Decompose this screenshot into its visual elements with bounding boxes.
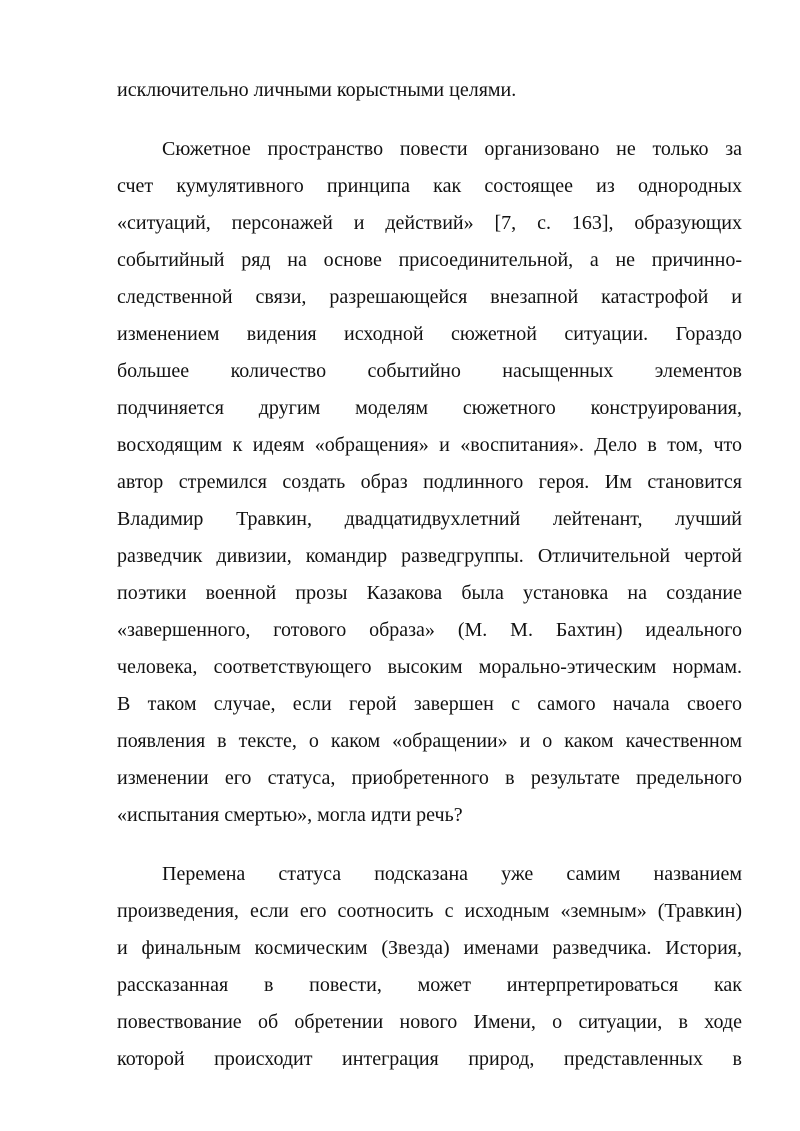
text-line: разведчик дивизии, командир разведгруппы. Отличительной чертой — [117, 545, 742, 567]
text-line: рассказанная в повести, может интерпретироваться как — [117, 974, 742, 996]
text-line: следственной связи, разрешающейся внезапной катастрофой и — [117, 286, 742, 308]
text-line: «испытания смертью», могла идти речь? — [117, 804, 463, 826]
text-line: произведения, если его соотносить с исходным «земным» (Травкин) — [117, 900, 742, 922]
text-line: Перемена статуса подсказана уже самим названием — [162, 863, 742, 885]
text-line: исключительно личными корыстными целями. — [117, 79, 517, 101]
text-line: подчиняется другим моделям сюжетного конструирования, — [117, 397, 742, 419]
text-line: восходящим к идеям «обращения» и «воспитания». Дело в том, что — [117, 434, 742, 456]
text-line: «ситуаций, персонажей и действий» [7, с. 163], образующих — [117, 212, 742, 234]
text-line: автор стремился создать образ подлинного героя. Им становится — [117, 471, 742, 493]
text-line: «завершенного, готового образа» (М. М. Бахтин) идеального — [117, 619, 742, 641]
document-body — [117, 72, 742, 1078]
text-line: событийный ряд на основе присоединительной, а не причинно- — [117, 249, 742, 271]
paragraph-2 — [117, 131, 742, 834]
paragraph-gap — [117, 834, 742, 856]
text-line: Сюжетное пространство повести организовано не только за — [162, 138, 742, 160]
text-line: которой происходит интеграция природ, представленных в — [117, 1048, 742, 1070]
text-line: изменении его статуса, приобретенного в результате предельного — [117, 767, 742, 789]
text-line: изменением видения исходной сюжетной ситуации. Гораздо — [117, 323, 742, 345]
text-line: человека, соответствующего высоким морально-этическим нормам. — [117, 656, 742, 678]
text-line: поэтики военной прозы Казакова была установка на создание — [117, 582, 742, 604]
text-line: и финальным космическим (Звезда) именами разведчика. История, — [117, 937, 742, 959]
text-line: появления в тексте, о каком «обращении» и о каком качественном — [117, 730, 742, 752]
text-line: повествование об обретении нового Имени, о ситуации, в ходе — [117, 1011, 742, 1033]
paragraph-1 — [117, 72, 742, 109]
paragraph-gap — [117, 109, 742, 131]
text-line: счет кумулятивного принципа как состоящее из однородных — [117, 175, 742, 197]
text-line: большее количество событийно насыщенных элементов — [117, 360, 742, 382]
paragraph-3 — [117, 856, 742, 1078]
text-line: Владимир Травкин, двадцатидвухлетний лейтенант, лучший — [117, 508, 742, 530]
text-line: В таком случае, если герой завершен с самого начала своего — [117, 693, 742, 715]
